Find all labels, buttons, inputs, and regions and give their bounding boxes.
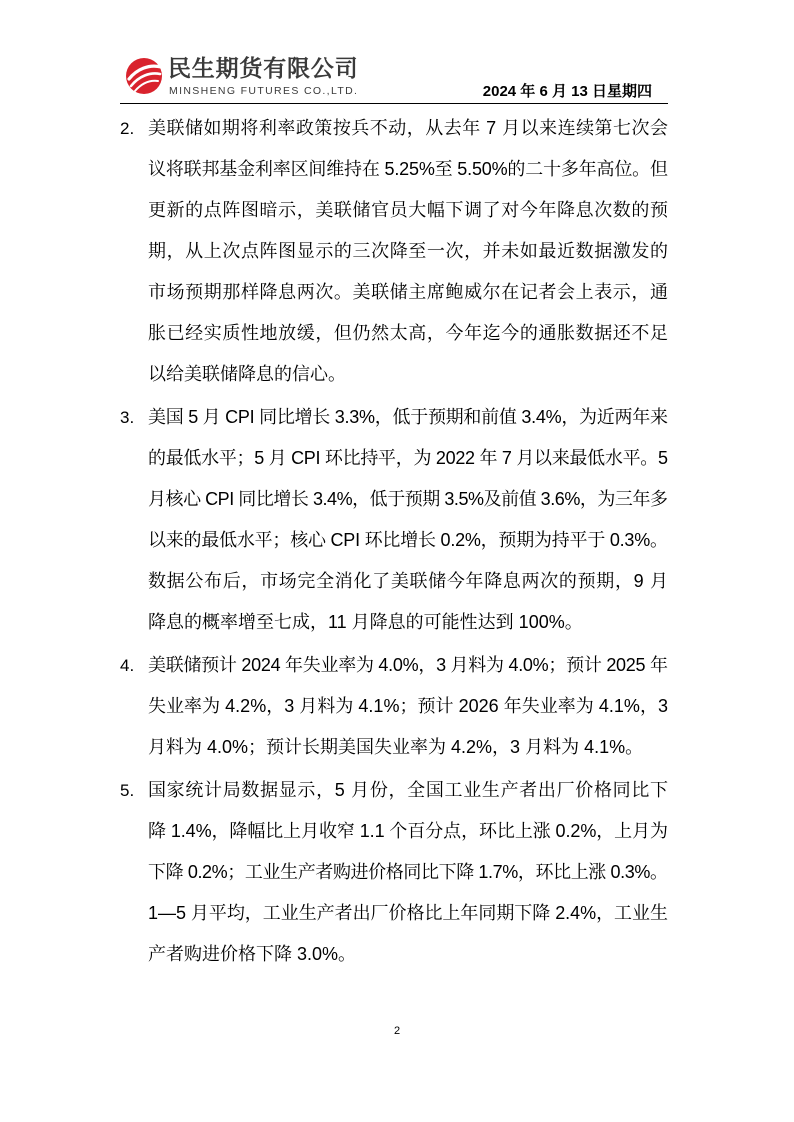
text-line: 市场预期那样降息两次。美联储主席鲍威尔在记者会上表示，通	[148, 282, 669, 302]
text-line: 下降 0.2%；工业生产者购进价格同比下降 1.7%，环比上涨 0.3%。	[148, 862, 668, 882]
text-line: 议将联邦基金利率区间维持在 5.25%至 5.50%的二十多年高位。但	[148, 159, 668, 179]
minsheng-logo-icon	[124, 56, 164, 96]
news-list	[0, 108, 794, 977]
text-line: 降息的概率增至七成，11 月降息的可能性达到 100%。	[148, 612, 583, 632]
item-number: 4.	[120, 656, 135, 675]
text-line: 期，从上次点阵图显示的三次降至一次，并未如最近数据激发的	[148, 241, 669, 261]
text-line: 产者购进价格下降 3.0%。	[148, 944, 357, 964]
text-line: 降 1.4%，降幅比上月收窄 1.1 个百分点，环比上涨 0.2%，上月为	[148, 821, 668, 841]
report-date: 2024 年 6 月 13 日星期四	[482, 83, 652, 100]
item-number: 5.	[120, 781, 135, 800]
text-line: 美联储如期将利率政策按兵不动，从去年 7 月以来连续第七次会	[148, 118, 669, 138]
text-line: 月核心 CPI 同比增长 3.4%，低于预期 3.5%及前值 3.6%，为三年多	[148, 489, 668, 509]
company-name-cn: 民生期货有限公司	[168, 56, 359, 82]
item-number: 2.	[120, 119, 135, 138]
text-line: 国家统计局数据显示，5 月份，全国工业生产者出厂价格同比下	[148, 780, 669, 800]
text-line: 胀已经实质性地放缓，但仍然太高，今年迄今的通胀数据还不足	[148, 323, 669, 343]
item-text	[148, 645, 668, 768]
header-divider	[120, 103, 668, 104]
text-line: 月料为 4.0%；预计长期美国失业率为 4.2%，3 月料为 4.1%。	[148, 737, 644, 757]
item-text	[148, 108, 668, 395]
item-number: 3.	[120, 408, 135, 427]
text-line: 美联储预计 2024 年失业率为 4.0%，3 月料为 4.0%；预计 2025 年	[148, 655, 668, 675]
text-line: 以给美联储降息的信心。	[148, 364, 346, 384]
text-line: 数据公布后，市场完全消化了美联储今年降息两次的预期，9 月	[148, 571, 669, 591]
list-item	[0, 770, 794, 975]
text-line: 以来的最低水平；核心 CPI 环比增长 0.2%，预期为持平于 0.3%。	[148, 530, 668, 550]
page-number: 2	[393, 1025, 401, 1037]
text-line: 失业率为 4.2%，3 月料为 4.1%；预计 2026 年失业率为 4.1%，3	[148, 696, 669, 716]
text-line: 的最低水平；5 月 CPI 环比持平，为 2022 年 7 月以来最低水平。5	[148, 448, 668, 468]
text-line: 更新的点阵图暗示，美联储官员大幅下调了对今年降息次数的预	[148, 200, 669, 220]
list-item	[0, 108, 794, 395]
item-text	[148, 770, 668, 975]
company-name-en: MINSHENG FUTURES CO.,LTD.	[169, 85, 359, 97]
list-item	[0, 645, 794, 768]
text-line: 美国 5 月 CPI 同比增长 3.3%，低于预期和前值 3.4%，为近两年来	[148, 407, 668, 427]
list-item	[0, 397, 794, 643]
item-text	[148, 397, 668, 643]
text-line: 1—5 月平均，工业生产者出厂价格比上年同期下降 2.4%，工业生	[148, 903, 668, 923]
